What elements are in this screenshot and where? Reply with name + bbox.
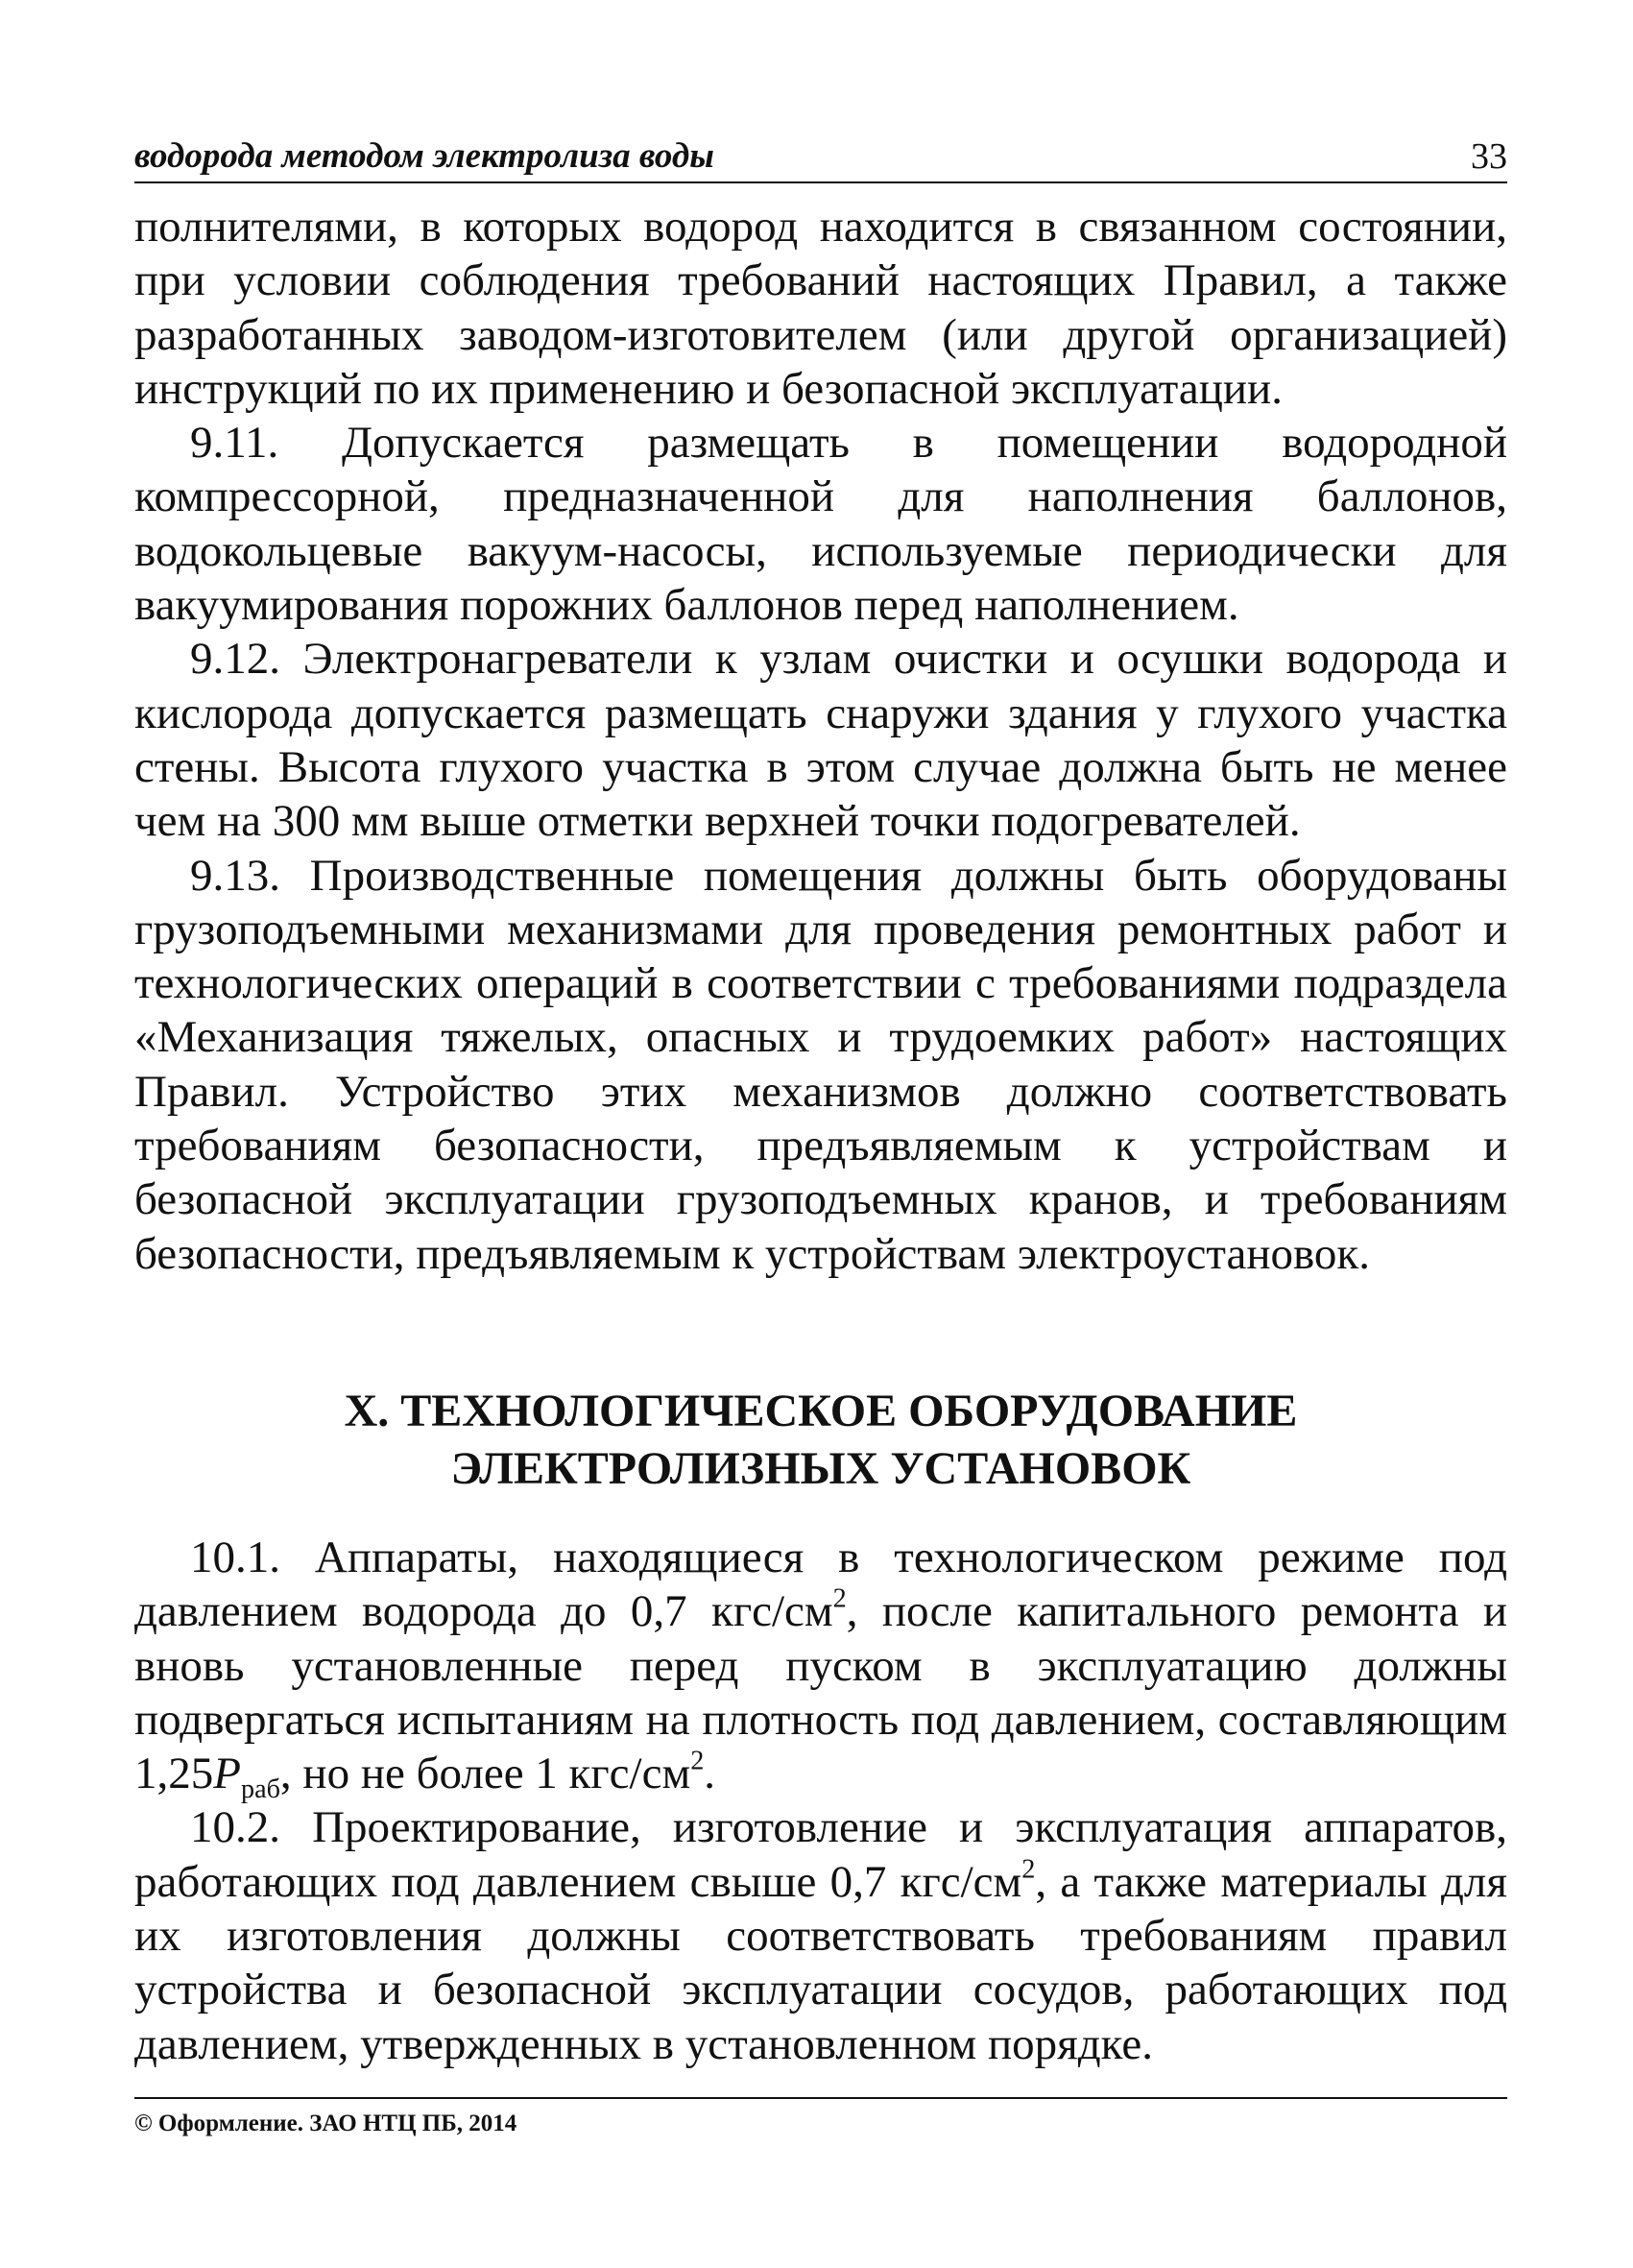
paragraph-10-1-text-b: , после капитального ремонта и вновь установленные перед пуском в эксплуатацию должны подвергаться испытаниям на плотность под давлением, составляющим 1,25 [134, 1586, 1507, 1799]
superscript-squared: 2 [1021, 1853, 1036, 1884]
section-heading [134, 1383, 1507, 1498]
paragraph-10-1-text-d: . [704, 1749, 716, 1799]
superscript-squared: 2 [832, 1583, 847, 1614]
pressure-symbol: P [213, 1749, 241, 1799]
paragraph-continued: полнителями, в которых водород находится в связанном состоянии, при условии соблюдения требований настоящих Правил, а также разработанных заводом-изготовителем (или другой организацией) инструкций по их применению и безопасной эксплуатации. [134, 202, 1507, 414]
paragraph-10-1-text-a: 10.1. Аппараты, находящиеся в технологическом режиме под давлением водорода до 0,7 кгс/см [134, 1532, 1507, 1637]
pressure-subscript: раб [240, 1773, 280, 1804]
page-number: 33 [1471, 136, 1507, 177]
section-heading-line-2: ЭЛЕКТРОЛИЗНЫХ УСТАНОВОК [450, 1442, 1191, 1494]
paragraph-9-12: 9.12. Электронагреватели к узлам очистки и осушки водорода и кислорода допускается размещать снаружи здания у глухого участка стены. Высота глухого участка в этом случае должна быть не менее чем на 300 мм выше отметки верхней точки подогревателей. [134, 634, 1507, 847]
paragraph-10-1 [134, 1531, 1507, 1804]
paragraph-10-2 [134, 1800, 1507, 2070]
paragraph-10-2-text-a: 10.2. Проектирование, изготовление и эксплуатация аппаратов, работающих под давлением свыше 0,7 кгс/см [134, 1802, 1507, 1907]
paragraph-9-13: 9.13. Производственные помещения должны быть оборудованы грузоподъемными механизмами для проведения ремонтных работ и технологических операций в соответствии с требованиями подраздела «Механизация тяжелых, опасных и трудоемких работ» настоящих Правил. Устройство этих механизмов должно соответствовать требованиям безопасности, предъявляемым к устройствам и безопасной эксплуатации грузоподъемных кранов, и требованиям безопасности, предъявляемым к устройствам электроустановок. [134, 850, 1507, 1279]
header-divider [134, 181, 1507, 183]
body-text [134, 200, 1507, 2071]
paragraph-10-1-text-c: , но не более 1 кгс/см [279, 1749, 691, 1799]
section-heading-line-1: X. ТЕХНОЛОГИЧЕСКОЕ ОБОРУДОВАНИЕ [344, 1385, 1298, 1436]
paragraph-10-2-text-b: , а также материалы для их изготовления должны соответствовать требованиям правил устройства и безопасной эксплуатации сосудов, работающих под давлением, утвержденных в установленном порядке. [134, 1856, 1507, 2069]
footer-divider [134, 2097, 1507, 2099]
superscript-squared: 2 [690, 1746, 705, 1776]
paragraph-9-11: 9.11. Допускается размещать в помещении водородной компрессорной, предназначенной для наполнения баллонов, водокольцевые вакуум-насосы, используемые периодически для вакуумирования порожних баллонов перед наполнением. [134, 418, 1507, 631]
footer-copyright: © Оформление. ЗАО НТЦ ПБ, 2014 [134, 2111, 517, 2136]
page-header [134, 133, 1507, 186]
running-title: водорода методом электролиза воды [134, 136, 714, 176]
